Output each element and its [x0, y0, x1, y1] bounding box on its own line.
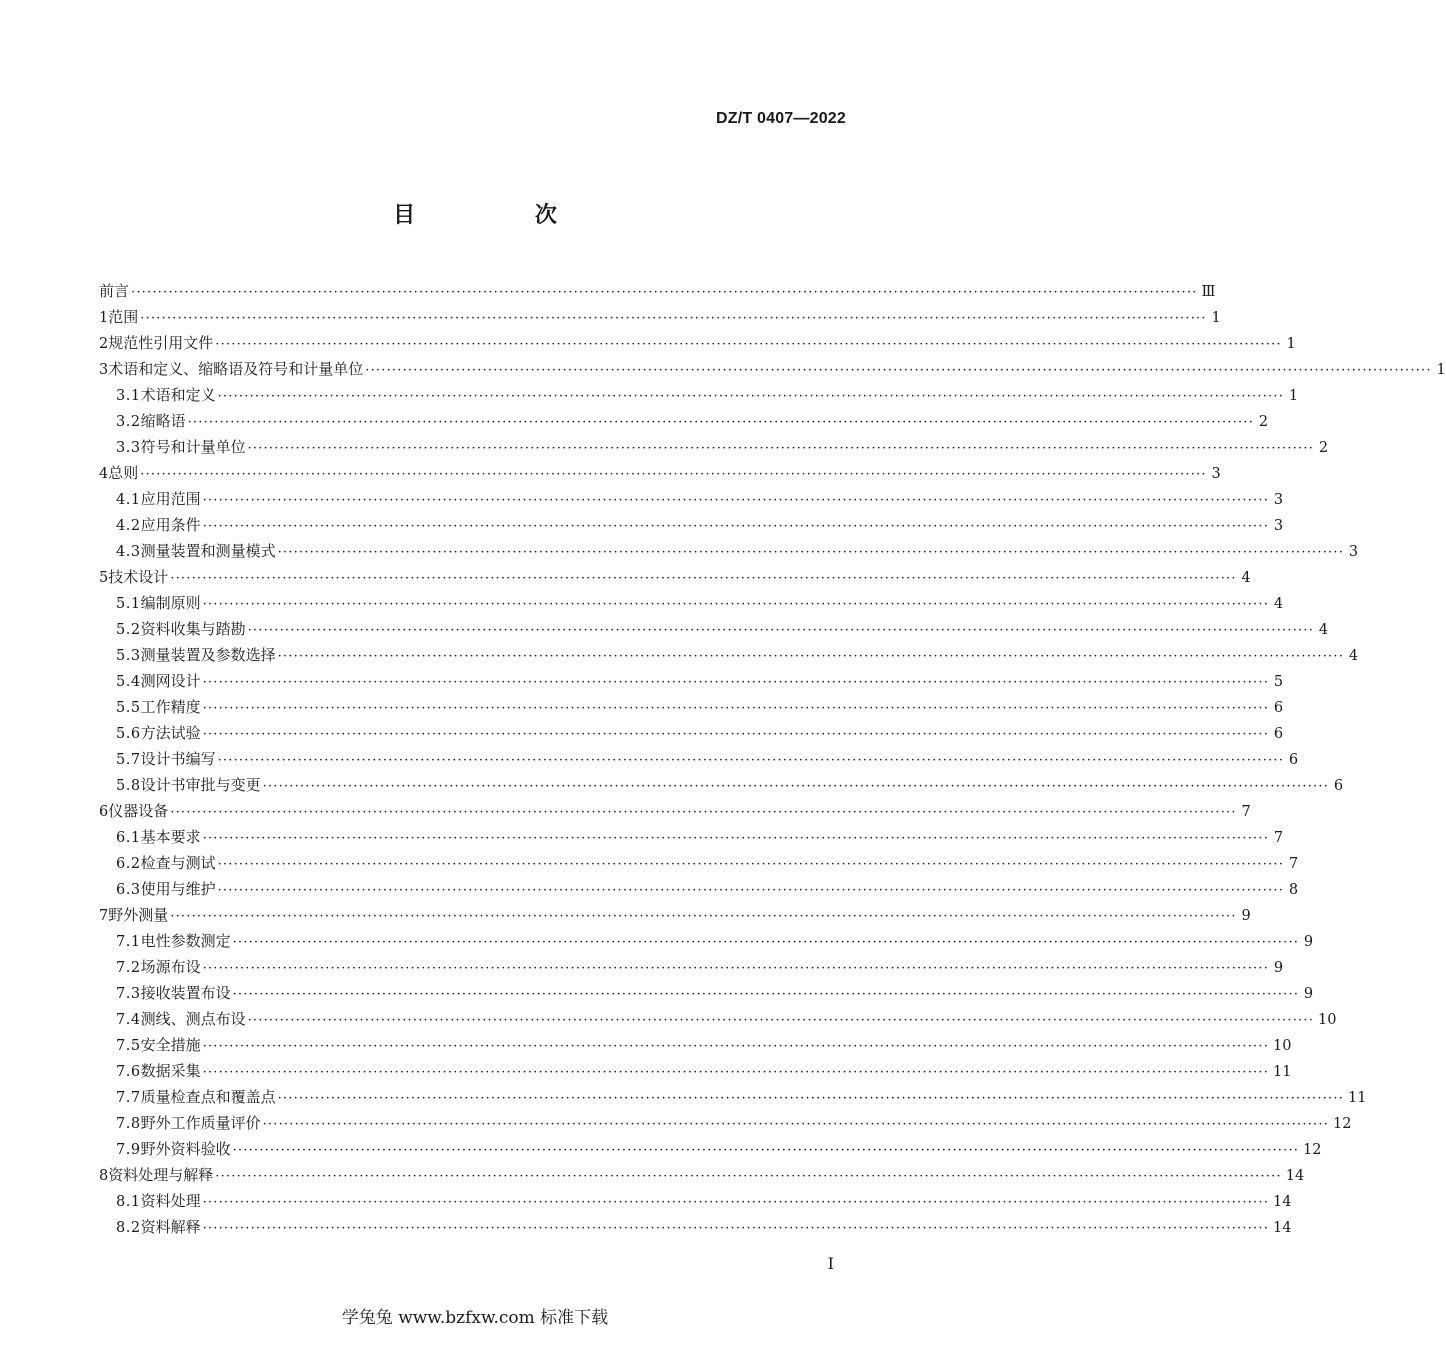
toc-leader-dots: ········································································································································································································: [170, 805, 1237, 820]
toc-entry-number: 1: [99, 310, 109, 326]
toc-entry-number: 6.3: [116, 882, 141, 898]
toc-entry-page: 14: [1285, 1168, 1305, 1184]
toc-entry[interactable]: [99, 434, 1329, 460]
toc-entry-label: 野外资料验收: [140, 1140, 231, 1158]
toc-entry-page: 1: [1211, 310, 1221, 326]
page-number: I: [827, 1254, 834, 1273]
toc-entry[interactable]: [99, 720, 1284, 746]
toc-entry[interactable]: [99, 902, 1251, 928]
toc-entry-number: 5.4: [116, 674, 141, 690]
toc-leader-dots: ········································································································································································································: [170, 909, 1237, 924]
toc-entry-page: 3: [1273, 492, 1284, 508]
toc-entry-label: 资料解释: [140, 1218, 201, 1236]
toc-leader-dots: ········································································································································································································: [215, 337, 1282, 352]
toc-entry-number: 4.3: [116, 544, 141, 560]
toc-entry-label: 检查与测试: [140, 854, 216, 872]
toc-entry[interactable]: [99, 538, 1359, 564]
toc-entry-page: 1: [1436, 362, 1446, 378]
toc-entry-label: 使用与维护: [140, 880, 216, 898]
toc-entry-label: 测线、测点布设: [140, 1010, 246, 1028]
toc-leader-dots: ········································································································································································································: [202, 1065, 1270, 1080]
toc-entry-number: 8: [99, 1168, 109, 1184]
toc-leader-dots: ········································································································································································································: [277, 649, 1345, 664]
toc-leader-dots: ········································································································································································································: [202, 1039, 1270, 1054]
toc-entry-number: 8.2: [116, 1220, 141, 1236]
toc-entry-number: 5: [99, 570, 109, 586]
toc-entry[interactable]: [99, 928, 1314, 954]
toc-entry-page: 4: [1318, 622, 1329, 638]
toc-entry-number: 4.1: [116, 492, 141, 508]
toc-entry-label: 规范性引用文件: [108, 334, 214, 352]
toc-entry[interactable]: [99, 642, 1359, 668]
toc-entry[interactable]: [99, 1032, 1292, 1058]
toc-entry-number: 7.1: [116, 934, 141, 950]
toc-entry-label: 野外工作质量评价: [140, 1114, 261, 1132]
toc-entry-number: 5.3: [116, 648, 141, 664]
toc-entry-number: 7.4: [116, 1012, 141, 1028]
toc-entry-number: 8.1: [116, 1194, 141, 1210]
toc-leader-dots: ········································································································································································································: [217, 389, 1285, 404]
toc-entry-page: 4: [1348, 648, 1359, 664]
toc-leader-dots: ········································································································································································································: [217, 883, 1285, 898]
toc-leader-dots: ········································································································································································································: [202, 519, 1270, 534]
toc-entry-label: 质量检查点和覆盖点: [140, 1088, 276, 1106]
toc-entry-number: 5.6: [116, 726, 141, 742]
toc-entry[interactable]: [99, 330, 1296, 356]
toc-entry-number: 7.5: [116, 1038, 141, 1054]
toc-entry-label: 测网设计: [140, 672, 201, 690]
toc-entry-label: 技术设计: [108, 568, 169, 586]
toc-entry-label: 仪器设备: [108, 802, 169, 820]
toc-entry-label: 缩略语: [140, 412, 186, 430]
toc-entry-page: 14: [1273, 1220, 1292, 1236]
toc-entry-page: 9: [1303, 986, 1314, 1002]
toc-entry-number: 4.2: [116, 518, 141, 534]
toc-entry-label: 术语和定义: [140, 386, 216, 404]
toc-entry-number: 5.8: [116, 778, 141, 794]
toc-entry-number: 7: [99, 908, 109, 924]
toc-entry-page: 4: [1273, 596, 1284, 612]
toc-entry-page: 2: [1318, 440, 1329, 456]
toc-entry-page: 12: [1303, 1142, 1322, 1158]
toc-entry[interactable]: [99, 590, 1284, 616]
toc-entry-page: 2: [1258, 414, 1269, 430]
toc-entry-label: 设计书审批与变更: [140, 776, 261, 794]
toc-entry-page: 6: [1273, 726, 1284, 742]
toc-entry-page: 5: [1273, 674, 1284, 690]
toc-leader-dots: ········································································································································································································: [202, 675, 1270, 690]
toc-leader-dots: ········································································································································································································: [262, 779, 1330, 794]
toc-entry[interactable]: [99, 1136, 1322, 1162]
toc-entry[interactable]: [99, 1058, 1292, 1084]
toc-entry-label: 场源布设: [140, 958, 201, 976]
toc-entry-page: 10: [1318, 1012, 1337, 1028]
toc-leader-dots: ········································································································································································································: [277, 1091, 1345, 1106]
toc-entry[interactable]: [99, 668, 1284, 694]
page-title: 目 次: [393, 203, 613, 228]
toc-entry-page: 9: [1303, 934, 1314, 950]
toc-entry[interactable]: [99, 1188, 1292, 1214]
toc-entry-number: 3.1: [116, 388, 141, 404]
toc-entry[interactable]: [99, 1084, 1367, 1110]
toc-entry-number: 5.1: [116, 596, 141, 612]
toc-entry[interactable]: [99, 356, 1446, 382]
toc-entry-label: 资料处理: [140, 1192, 201, 1210]
toc-entry[interactable]: [99, 460, 1221, 486]
toc-entry-page: 14: [1273, 1194, 1292, 1210]
toc-entry-page: 9: [1273, 960, 1284, 976]
toc-leader-dots: ········································································································································································································: [247, 1013, 1315, 1028]
toc-entry-number: 4: [99, 466, 109, 482]
toc-entry-page: 3: [1273, 518, 1284, 534]
toc-entry-label: 测量装置和测量模式: [140, 542, 276, 560]
toc-entry[interactable]: [99, 798, 1251, 824]
toc-entry[interactable]: [99, 1162, 1305, 1188]
footer-watermark: 学兔兔 www.bzfxw.com 标准下载: [341, 1308, 609, 1328]
toc-entry[interactable]: [99, 382, 1299, 408]
toc-entry-label: 接收装置布设: [140, 984, 231, 1002]
toc-entry-label: 前言: [99, 282, 130, 300]
toc-entry-page: 7: [1273, 830, 1284, 846]
toc-entry-label: 数据采集: [140, 1062, 201, 1080]
toc-entry-number: 6.1: [116, 830, 141, 846]
toc-entry-label: 电性参数测定: [140, 932, 231, 950]
toc-entry-label: 测量装置及参数选择: [140, 646, 276, 664]
toc-entry-page: 4: [1241, 570, 1251, 586]
toc-entry[interactable]: [99, 850, 1299, 876]
toc-leader-dots: ········································································································································································································: [202, 1221, 1270, 1236]
toc-leader-dots: ········································································································································································································: [262, 1117, 1330, 1132]
toc-entry-page: 12: [1333, 1116, 1352, 1132]
toc-leader-dots: ········································································································································································································: [170, 571, 1237, 586]
toc-entry-number: 7.9: [116, 1142, 141, 1158]
standard-code: DZ/T 0407—2022: [716, 110, 846, 127]
toc-leader-dots: ········································································································································································································: [217, 753, 1285, 768]
toc-leader-dots: ········································································································································································································: [247, 623, 1315, 638]
toc-entry-page: 6: [1333, 778, 1344, 794]
toc-leader-dots: ········································································································································································································: [202, 727, 1270, 742]
toc-entry-page: 1: [1286, 336, 1296, 352]
toc-entry-number: 2: [99, 336, 109, 352]
toc-leader-dots: ········································································································································································································: [187, 415, 1255, 430]
toc-entry-label: 应用条件: [140, 516, 201, 534]
toc-entry[interactable]: [99, 980, 1314, 1006]
toc-leader-dots: ········································································································································································································: [202, 493, 1270, 508]
toc-leader-dots: ········································································································································································································: [277, 545, 1345, 560]
toc-entry-page: 1: [1288, 388, 1299, 404]
table-of-contents: [99, 278, 1446, 1240]
toc-entry-label: 野外测量: [108, 906, 169, 924]
toc-leader-dots: ········································································································································································································: [215, 1169, 1282, 1184]
toc-entry-page: 7: [1288, 856, 1299, 872]
toc-leader-dots: ········································································································································································································: [202, 831, 1270, 846]
toc-leader-dots: ········································································································································································································: [217, 857, 1285, 872]
toc-entry-label: 编制原则: [140, 594, 201, 612]
toc-leader-dots: ········································································································································································································: [202, 701, 1270, 716]
toc-entry-label: 方法试验: [140, 724, 201, 742]
toc-entry[interactable]: [99, 616, 1329, 642]
toc-entry-number: 7.2: [116, 960, 141, 976]
toc-entry-page: 6: [1288, 752, 1299, 768]
toc-leader-dots: ········································································································································································································: [202, 597, 1270, 612]
toc-entry-page: 7: [1241, 804, 1251, 820]
toc-entry-label: 设计书编写: [140, 750, 216, 768]
toc-leader-dots: ········································································································································································································: [232, 1143, 1300, 1158]
toc-entry[interactable]: [99, 694, 1284, 720]
toc-entry-page: 9: [1241, 908, 1251, 924]
toc-entry-page: 6: [1273, 700, 1284, 716]
toc-entry[interactable]: [99, 486, 1284, 512]
toc-leader-dots: ········································································································································································································: [131, 285, 1198, 300]
toc-entry[interactable]: [99, 876, 1299, 902]
toc-entry[interactable]: [99, 1006, 1337, 1032]
toc-entry[interactable]: [99, 954, 1284, 980]
toc-entry-page: Ⅲ: [1201, 284, 1216, 300]
toc-entry-number: 3: [99, 362, 109, 378]
toc-entry-number: 3.3: [116, 440, 141, 456]
toc-leader-dots: ········································································································································································································: [202, 1195, 1270, 1210]
toc-entry-label: 应用范围: [140, 490, 201, 508]
toc-entry-label: 基本要求: [140, 828, 201, 846]
toc-entry-label: 术语和定义、缩略语及符号和计量单位: [108, 360, 364, 378]
toc-entry[interactable]: [99, 512, 1284, 538]
toc-leader-dots: ········································································································································································································: [140, 467, 1207, 482]
toc-entry-number: 5.5: [116, 700, 141, 716]
toc-leader-dots: ········································································································································································································: [365, 363, 1432, 378]
toc-entry-page: 3: [1211, 466, 1221, 482]
toc-entry-number: 7.8: [116, 1116, 141, 1132]
toc-entry[interactable]: [99, 824, 1284, 850]
toc-entry-number: 7.3: [116, 986, 141, 1002]
toc-entry-page: 3: [1348, 544, 1359, 560]
toc-entry[interactable]: [99, 772, 1344, 798]
toc-entry[interactable]: [99, 408, 1269, 434]
toc-entry-label: 符号和计量单位: [140, 438, 246, 456]
toc-leader-dots: ········································································································································································································: [202, 961, 1270, 976]
toc-entry-label: 安全措施: [140, 1036, 201, 1054]
toc-entry-page: 10: [1273, 1038, 1292, 1054]
toc-entry[interactable]: [99, 746, 1299, 772]
toc-entry-number: 3.2: [116, 414, 141, 430]
toc-entry-number: 6.2: [116, 856, 141, 872]
toc-entry[interactable]: [99, 304, 1221, 330]
toc-entry-number: 7.7: [116, 1090, 141, 1106]
toc-entry-page: 8: [1288, 882, 1299, 898]
toc-leader-dots: ········································································································································································································: [247, 441, 1315, 456]
toc-entry-label: 资料处理与解释: [108, 1166, 214, 1184]
toc-entry-label: 范围: [108, 308, 139, 326]
toc-entry-number: 5.7: [116, 752, 141, 768]
toc-entry-page: 11: [1273, 1064, 1292, 1080]
toc-entry-number: 7.6: [116, 1064, 141, 1080]
toc-leader-dots: ········································································································································································································: [232, 987, 1300, 1002]
toc-leader-dots: ········································································································································································································: [140, 311, 1207, 326]
toc-entry[interactable]: [99, 1110, 1352, 1136]
toc-entry-page: 11: [1348, 1090, 1367, 1106]
toc-entry[interactable]: [99, 1214, 1292, 1240]
toc-entry-label: 总则: [108, 464, 139, 482]
toc-entry-label: 资料收集与踏勘: [140, 620, 246, 638]
toc-entry-label: 工作精度: [140, 698, 201, 716]
toc-entry[interactable]: [99, 564, 1251, 590]
toc-entry-number: 5.2: [116, 622, 141, 638]
toc-leader-dots: ········································································································································································································: [232, 935, 1300, 950]
toc-entry-number: 6: [99, 804, 109, 820]
toc-entry[interactable]: [99, 278, 1216, 304]
